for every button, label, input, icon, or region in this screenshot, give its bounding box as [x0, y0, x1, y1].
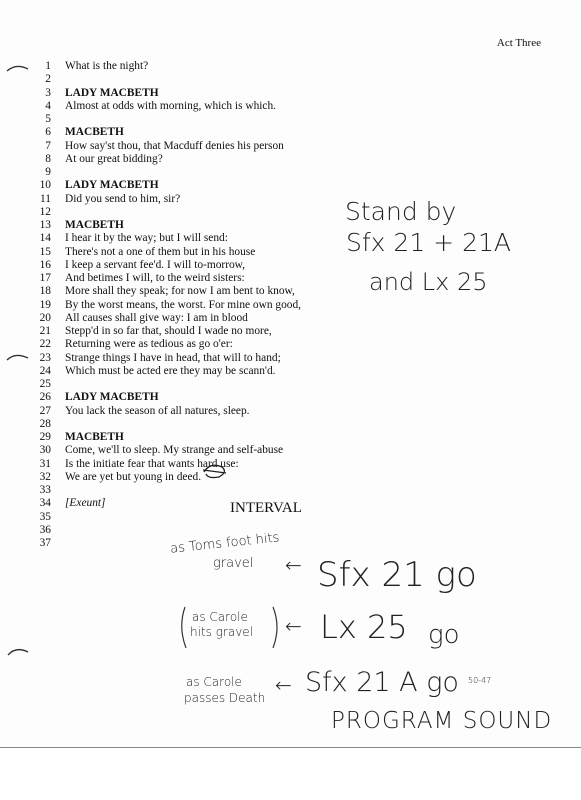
carole-gravel-line2: hits gravel	[190, 625, 254, 639]
line-number: 11	[40, 192, 51, 205]
bracket-left	[182, 607, 186, 648]
arrow-icon: ←	[285, 614, 302, 638]
line-number: 26	[39, 391, 51, 404]
line-number: 23	[39, 351, 51, 364]
line-text: At our great bidding?	[65, 152, 163, 165]
line-number: 12	[39, 205, 51, 218]
line-number: 37	[39, 537, 51, 549]
standby-note-line2: Sfx 21 + 21A	[346, 228, 511, 257]
line-text: There's not a one of them but in his house	[65, 245, 256, 258]
line-text: Is the initiate fear that wants hard use:	[65, 457, 239, 470]
line-text: I hear it by the way; but I will send:	[65, 232, 228, 245]
standby-note-line3: and Lx 25	[369, 268, 488, 296]
line-number: 8	[45, 152, 51, 165]
line-text: I keep a servant fee'd. I will to-morrow,	[65, 258, 246, 271]
line-number: 14	[39, 232, 51, 245]
line-number: 33	[39, 484, 51, 496]
line-number: 21	[39, 325, 51, 337]
line-number: 30	[39, 444, 51, 457]
arrow-icon: ←	[275, 673, 292, 697]
speaker-name: LADY MACBETH	[65, 179, 159, 192]
line-number: 29	[39, 431, 51, 443]
line-number: 20	[39, 311, 51, 324]
carole-gravel-line1: as Carole	[192, 610, 248, 624]
speaker-name: MACBETH	[65, 219, 124, 231]
line-text: You lack the season of all natures, sleep.	[65, 404, 250, 417]
standby-note-line1: Stand by	[345, 197, 457, 226]
line-number: 35	[39, 510, 51, 523]
line-number: 36	[39, 523, 51, 536]
line-text: How say'st thou, that Macduff denies his person	[65, 139, 284, 152]
line-number: 28	[39, 417, 51, 430]
line-text: And betimes I will, to the weird sisters:	[65, 272, 245, 284]
lx25-cue: Lx 25	[320, 608, 408, 646]
line-text: Almost at odds with morning, which is which.	[65, 99, 277, 112]
speaker-name: LADY MACBETH	[65, 391, 159, 404]
program-sound-note: PROGRAM SOUND	[331, 708, 553, 734]
carole-death-line1: as Carole	[186, 675, 242, 689]
line-text: Which must be acted ere they may be scann'd.	[65, 364, 276, 377]
line-text: Returning were as tedious as go o'er:	[65, 338, 233, 351]
line-number: 15	[39, 245, 51, 258]
line-text: What is the night?	[65, 60, 149, 72]
interval-heading: INTERVAL	[230, 500, 302, 516]
cue-mark-icon	[203, 465, 226, 477]
arrow-icon: ←	[285, 553, 302, 577]
margin-tick-mark	[7, 66, 28, 71]
speaker-name: MACBETH	[65, 126, 124, 139]
sfx21a-cue: Sfx 21 A go	[305, 667, 459, 698]
line-text: We are yet but young in deed.	[65, 470, 202, 483]
line-text: Did you send to him, sir?	[65, 192, 181, 205]
line-number: 24	[39, 364, 51, 377]
line-number: 18	[39, 285, 51, 298]
carole-death-line2: passes Death	[184, 691, 266, 705]
line-number: 32	[39, 470, 51, 483]
line-number: 1	[45, 60, 51, 72]
line-number: 25	[39, 378, 51, 390]
line-number: 27	[39, 404, 51, 417]
line-text: By the worst means, the worst. For mine own good,	[65, 298, 302, 311]
line-number: 17	[39, 272, 51, 284]
line-text: Strange things I have in head, that will to hand;	[65, 351, 281, 364]
line-number: 2	[45, 73, 51, 86]
line-text: All causes shall give way: I am in blood	[65, 311, 248, 324]
line-number: 7	[45, 139, 51, 152]
line-number: 4	[45, 99, 51, 112]
speaker-name: MACBETH	[65, 431, 124, 443]
line-number: 5	[45, 113, 51, 125]
toms-note-line1: as Toms foot hits	[169, 530, 281, 557]
bracket-right	[273, 607, 277, 648]
stage-direction: [Exeunt]	[65, 497, 106, 510]
toms-note-line2: gravel	[213, 556, 254, 571]
line-number: 31	[39, 457, 51, 470]
sfx21-cue: Sfx 21 go	[317, 555, 477, 595]
line-number: 22	[39, 338, 51, 351]
line-number: 6	[45, 126, 51, 139]
line-number: 9	[45, 166, 51, 178]
lx25-go: go	[428, 620, 460, 650]
line-number: 10	[39, 179, 51, 192]
bottom-scan-strip	[0, 747, 581, 800]
speaker-name: LADY MACBETH	[65, 86, 159, 99]
line-text: Come, we'll to sleep. My strange and self-abuse	[65, 444, 284, 457]
line-number: 16	[39, 258, 51, 271]
line-text: Stepp'd in so far that, should I wade no more,	[65, 325, 272, 337]
line-number: 34	[39, 497, 51, 510]
margin-tick-mark	[8, 650, 28, 655]
line-text: More shall they speak; for now I am bent to know,	[65, 285, 295, 298]
margin-tick-mark	[7, 355, 28, 360]
line-number: 3	[45, 86, 51, 99]
line-number: 19	[39, 298, 51, 311]
small-number-note: 50-47	[468, 676, 492, 685]
line-number: 13	[39, 219, 51, 231]
act-header: Act Three	[496, 37, 541, 49]
